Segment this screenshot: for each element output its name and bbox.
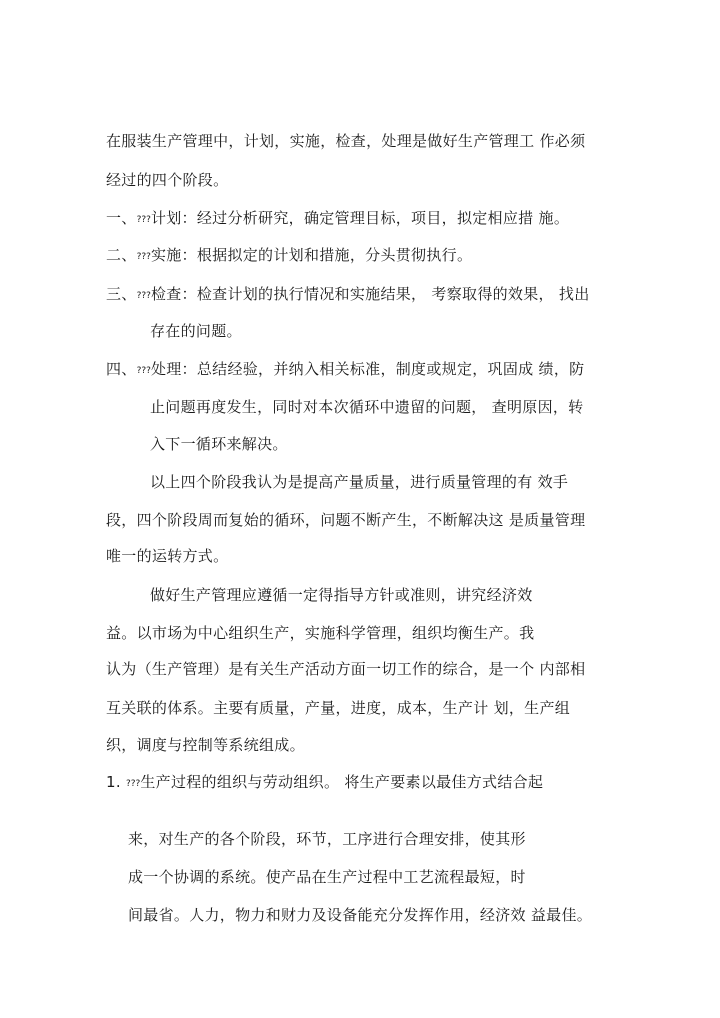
list-text: 检查：检查计划的执行情况和实施结果， 考察取得的效果， 找出 bbox=[150, 285, 590, 303]
list-continuation: 止问题再度发生，同时对本次循环中遗留的问题， 查明原因，转 bbox=[150, 398, 584, 416]
paragraph-line: 来，对生产的各个阶段，环节，工序进行合理安排，使其形 bbox=[128, 830, 526, 848]
section-heading bbox=[106, 772, 543, 794]
bullet-marker: ??? bbox=[136, 366, 151, 376]
paragraph-line: 成一个协调的系统。使产品在生产过程中工艺流程最短，时 bbox=[128, 868, 526, 886]
bullet-marker: ??? bbox=[126, 779, 141, 789]
list-prefix: 四、 bbox=[106, 360, 137, 378]
section-number: 1. bbox=[106, 773, 121, 791]
section-heading-text: 生产过程的组织与劳动组织。 将生产要素以最佳方式结合起 bbox=[140, 773, 544, 791]
paragraph-line: 段，四个阶段周而复始的循环，问题不断产生，不断解决这 是质量管理 bbox=[106, 511, 586, 529]
paragraph-line: 间最省。人力，物力和财力及设备能充分发挥作用，经济效 益最佳。 bbox=[128, 906, 593, 924]
bullet-marker: ??? bbox=[136, 252, 151, 262]
paragraph-line: 经过的四个阶段。 bbox=[106, 171, 229, 189]
list-item-act bbox=[106, 359, 584, 381]
paragraph-line: 以上四个阶段我认为是提高产量质量，进行质量管理的有 效手 bbox=[150, 473, 569, 491]
paragraph-line: 在服装生产管理中，计划，实施，检查，处理是做好生产管理工 作必须 bbox=[106, 132, 586, 150]
list-item-check bbox=[106, 284, 590, 306]
bullet-marker: ??? bbox=[136, 215, 151, 225]
list-text: 实施：根据拟定的计划和措施，分头贯彻执行。 bbox=[150, 246, 473, 264]
list-text: 处理：总结经验，并纳入相关标准，制度或规定，巩固成 绩，防 bbox=[150, 360, 585, 378]
list-prefix: 二、 bbox=[106, 246, 137, 264]
list-prefix: 三、 bbox=[106, 285, 137, 303]
list-continuation: 入下一循环来解决。 bbox=[150, 435, 288, 453]
paragraph-line: 益。以市场为中心组织生产，实施科学管理，组织均衡生产。我 bbox=[106, 624, 535, 642]
list-item-plan bbox=[106, 208, 569, 230]
list-text: 计划：经过分析研究，确定管理目标，项目，拟定相应措 施。 bbox=[150, 209, 570, 227]
list-item-do bbox=[106, 245, 472, 267]
list-continuation: 存在的问题。 bbox=[150, 322, 242, 340]
paragraph-line: 认为（生产管理）是有关生产活动方面一切工作的综合，是一个 内部相 bbox=[106, 660, 586, 678]
paragraph-line: 织，调度与控制等系统组成。 bbox=[106, 736, 305, 754]
list-prefix: 一、 bbox=[106, 209, 137, 227]
bullet-marker: ??? bbox=[136, 291, 151, 301]
paragraph-line: 互关联的体系。主要有质量，产量，进度，成本，生产计 划，生产组 bbox=[106, 699, 571, 717]
paragraph-line: 唯一的运转方式。 bbox=[106, 547, 229, 565]
paragraph-line: 做好生产管理应遵循一定得指导方针或准则，讲究经济效 bbox=[150, 586, 533, 604]
